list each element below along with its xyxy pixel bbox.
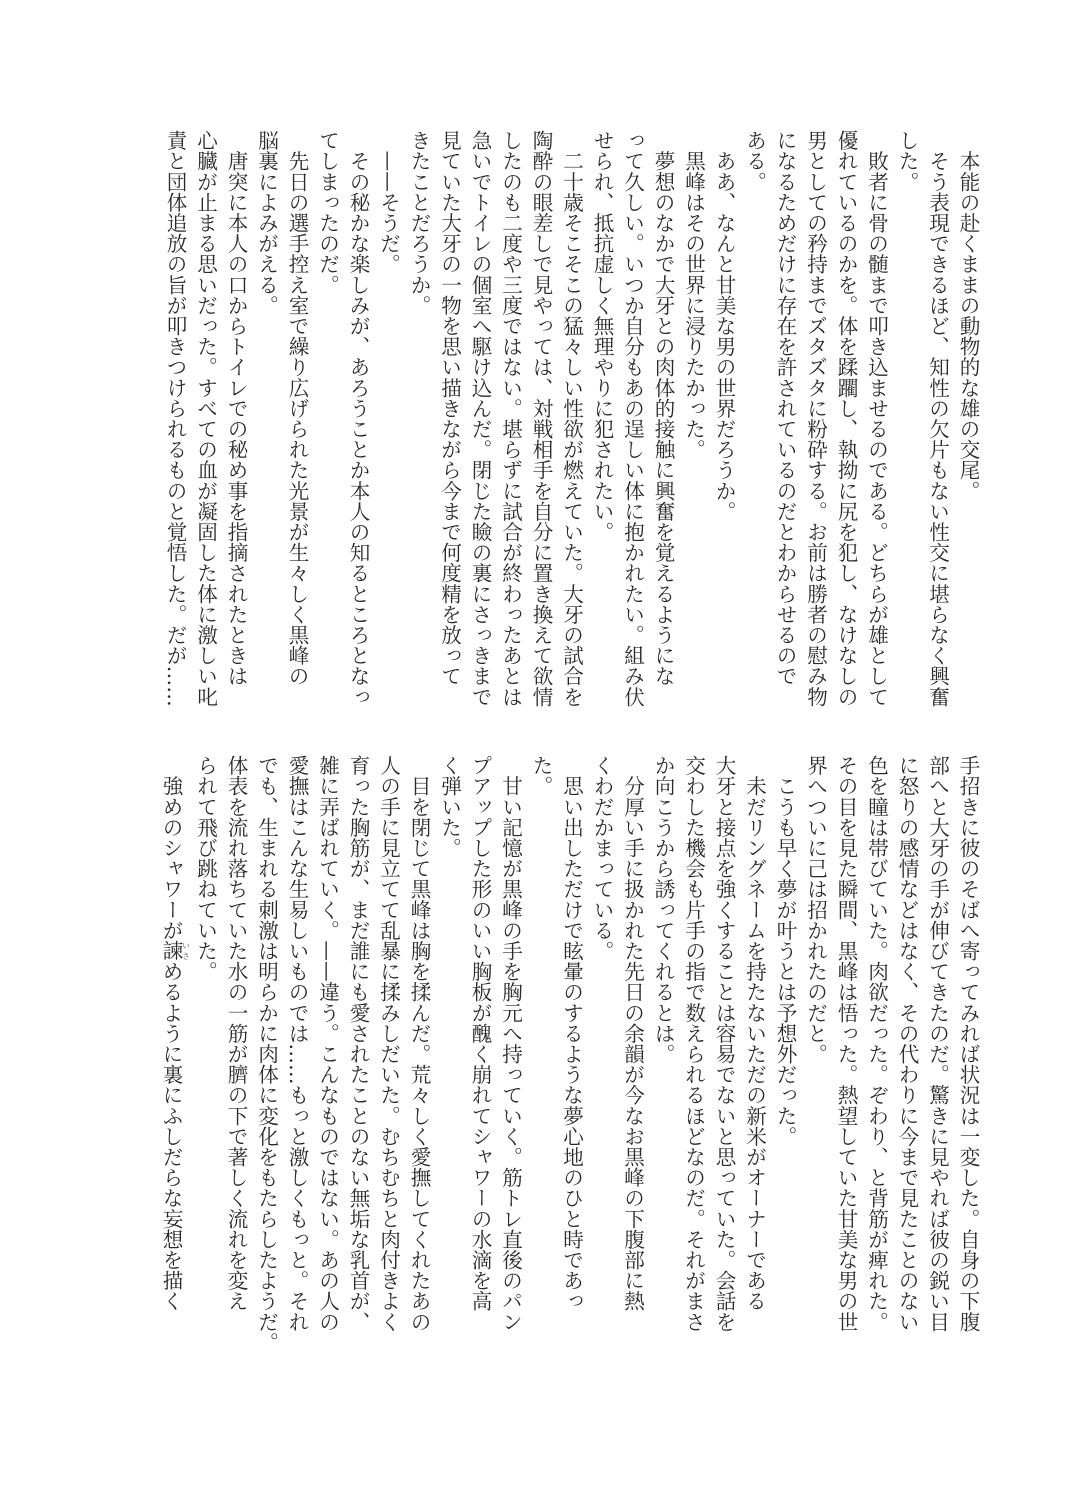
text-line: 未だリングネームを持たないただの新米がオーナーである — [742, 755, 767, 1312]
text-fragment: めるように裏にふしだらな妄想を描く — [159, 961, 183, 1312]
text-line: られて飛び跳ねていた。 — [193, 755, 218, 982]
text-line: 分厚い手に扱かれた先日の余韻が今なお黒峰の下腹部に熱 — [620, 755, 645, 1312]
text-line: って久しい。いつか自分もあの逞しい体に抱かれたい。組み伏 — [620, 130, 645, 707]
text-line: か向こうから誘ってくれるとは。 — [651, 755, 675, 1064]
text-line: 急いでトイレの個室へ駆け込んだ。閉じた瞼の裏にさっきまで — [468, 130, 492, 707]
text-line: 唐突に本人の口からトイレでの秘め事を指摘されたときは — [224, 130, 248, 687]
text-line: 交わした機会も片手の指で数えられるほどなのだ。それがまさ — [681, 755, 706, 1332]
ruby-base: 諫 — [159, 940, 183, 962]
text-line: 甘い記憶が黒峰の手を胸元へ持っていく。筋トレ直後のパン — [498, 755, 523, 1332]
text-line: た。 — [529, 755, 553, 797]
text-line: 愛撫はこんな生易しいものでは……もっと激しくもっと。それ — [285, 755, 309, 1332]
text-line: 黒峰はその世界に浸りたかった。 — [681, 130, 706, 460]
text-line: く弾いた。 — [437, 755, 462, 858]
text-line: その目を見た瞬間、黒峰は悟った。熱望していた甘美な男の世 — [834, 755, 858, 1332]
text-block-bottom — [159, 755, 983, 1353]
text-fragment: 強めのシャワーが — [159, 755, 183, 941]
text-line: した。 — [895, 130, 919, 192]
text-line: 思い出しただけで眩暈のするような夢心地のひと時であっ — [559, 755, 584, 1312]
text-line: 見ていた大牙の一物を思い描きながら今まで何度精を放って — [437, 130, 462, 687]
text-line: でも、生まれる刺激は明らかに肉体に変化をもたらしたようだ。 — [254, 755, 279, 1353]
text-line — [156, 755, 191, 1340]
text-line: 本能の赴くままの動物的な雄の交尾。 — [956, 130, 980, 501]
text-line: 脳裏によみがえる。 — [254, 130, 279, 316]
text-line: ああ、なんと甘美な男の世界だろうか。 — [712, 130, 736, 522]
text-line: くわだかまっている。 — [590, 755, 614, 961]
text-line: ——そうだ。 — [376, 130, 401, 275]
text-line: 雑に弄ばれていく。——違う。こんなものではない。あの人の — [315, 755, 340, 1332]
text-line: 夢想のなかで大牙との肉体的接触に興奮を覚えるようにな — [651, 130, 675, 687]
text-line: てしまったのだ。 — [315, 130, 340, 295]
text-line: 先日の選手控え室で繰り広げられた光景が生々しく黒峰の — [285, 130, 309, 687]
text-line: きたことだろうか。 — [407, 130, 431, 316]
text-line: したのも二度や三度ではない。堪らずに試合が終わったあとは — [498, 130, 523, 707]
text-line: プアップした形のいい胸板が醜く崩れてシャワーの水滴を高 — [468, 755, 492, 1312]
text-line: 敗者に骨の髄まで叩き込ませるのである。どちらが雄として — [864, 130, 889, 707]
text-line: 育った胸筋が、まだ誰にも愛されたことのない無垢な乳首が、 — [346, 755, 370, 1332]
ruby-reading: いさ — [181, 940, 191, 961]
text-line: そう表現できるほど、知性の欠片もない性交に堪らなく興奮 — [925, 130, 950, 707]
text-line: 界へついに己は招かれたのだと。 — [803, 755, 828, 1064]
text-line: 優れているのかを。体を蹂躙し、執拗に尻を犯し、なけなしの — [834, 130, 858, 707]
text-line: 人の手に見立てて乱暴に揉みしだいた。むちむちと肉付きよく — [376, 755, 401, 1332]
text-line: せられ、抵抗虚しく無理やりに犯されたい。 — [590, 130, 614, 542]
text-line: 心臓が止まる思いだった。すべての血が凝固した体に激しい叱 — [193, 130, 218, 707]
text-line: 二十歳そこそこの猛々しい性欲が燃えていた。大牙の試合を — [559, 130, 584, 707]
text-line: ある。 — [742, 130, 767, 192]
text-line: 大牙と接点を強くすることは容易でないと思っていた。会話を — [712, 755, 736, 1332]
ruby-annotation — [159, 940, 191, 962]
text-line: 責と団体追放の旨が叩きつけられるものと覚悟した。だが…… — [163, 130, 187, 707]
text-line: 体表を流れ落ちていた水の一筋が臍の下で著しく流れを変え — [224, 755, 248, 1312]
text-line: になるためだけに存在を許されているのだとわからせるので — [773, 130, 797, 687]
text-line: 目を閉じて黒峰は胸を揉んだ。荒々しく愛撫してくれたあの — [407, 755, 431, 1332]
text-line: 手招きに彼のそばへ寄ってみれば状況は一変した。自身の下腹 — [956, 755, 980, 1332]
text-line: 陶酔の眼差しで見やっては、対戦相手を自分に置き換えて欲情 — [529, 130, 553, 707]
text-line: 色を瞳は帯びていた。肉欲だった。ぞわり、と背筋が痺れた。 — [864, 755, 889, 1332]
text-line: 男としての矜持までズタズタに粉砕する。お前は勝者の慰み物 — [803, 130, 828, 707]
text-line: その秘かな楽しみが、あろうことか本人の知るところとなっ — [346, 130, 370, 707]
text-line: こうも早く夢が叶うとは予想外だった。 — [773, 755, 797, 1147]
text-line: 部へと大牙の手が伸びてきたのだ。驚きに見やれば彼の鋭い目 — [925, 755, 950, 1332]
text-line: に怒りの感情などはなく、その代わりに今まで見たことのない — [895, 755, 919, 1332]
text-block-top — [159, 130, 983, 715]
